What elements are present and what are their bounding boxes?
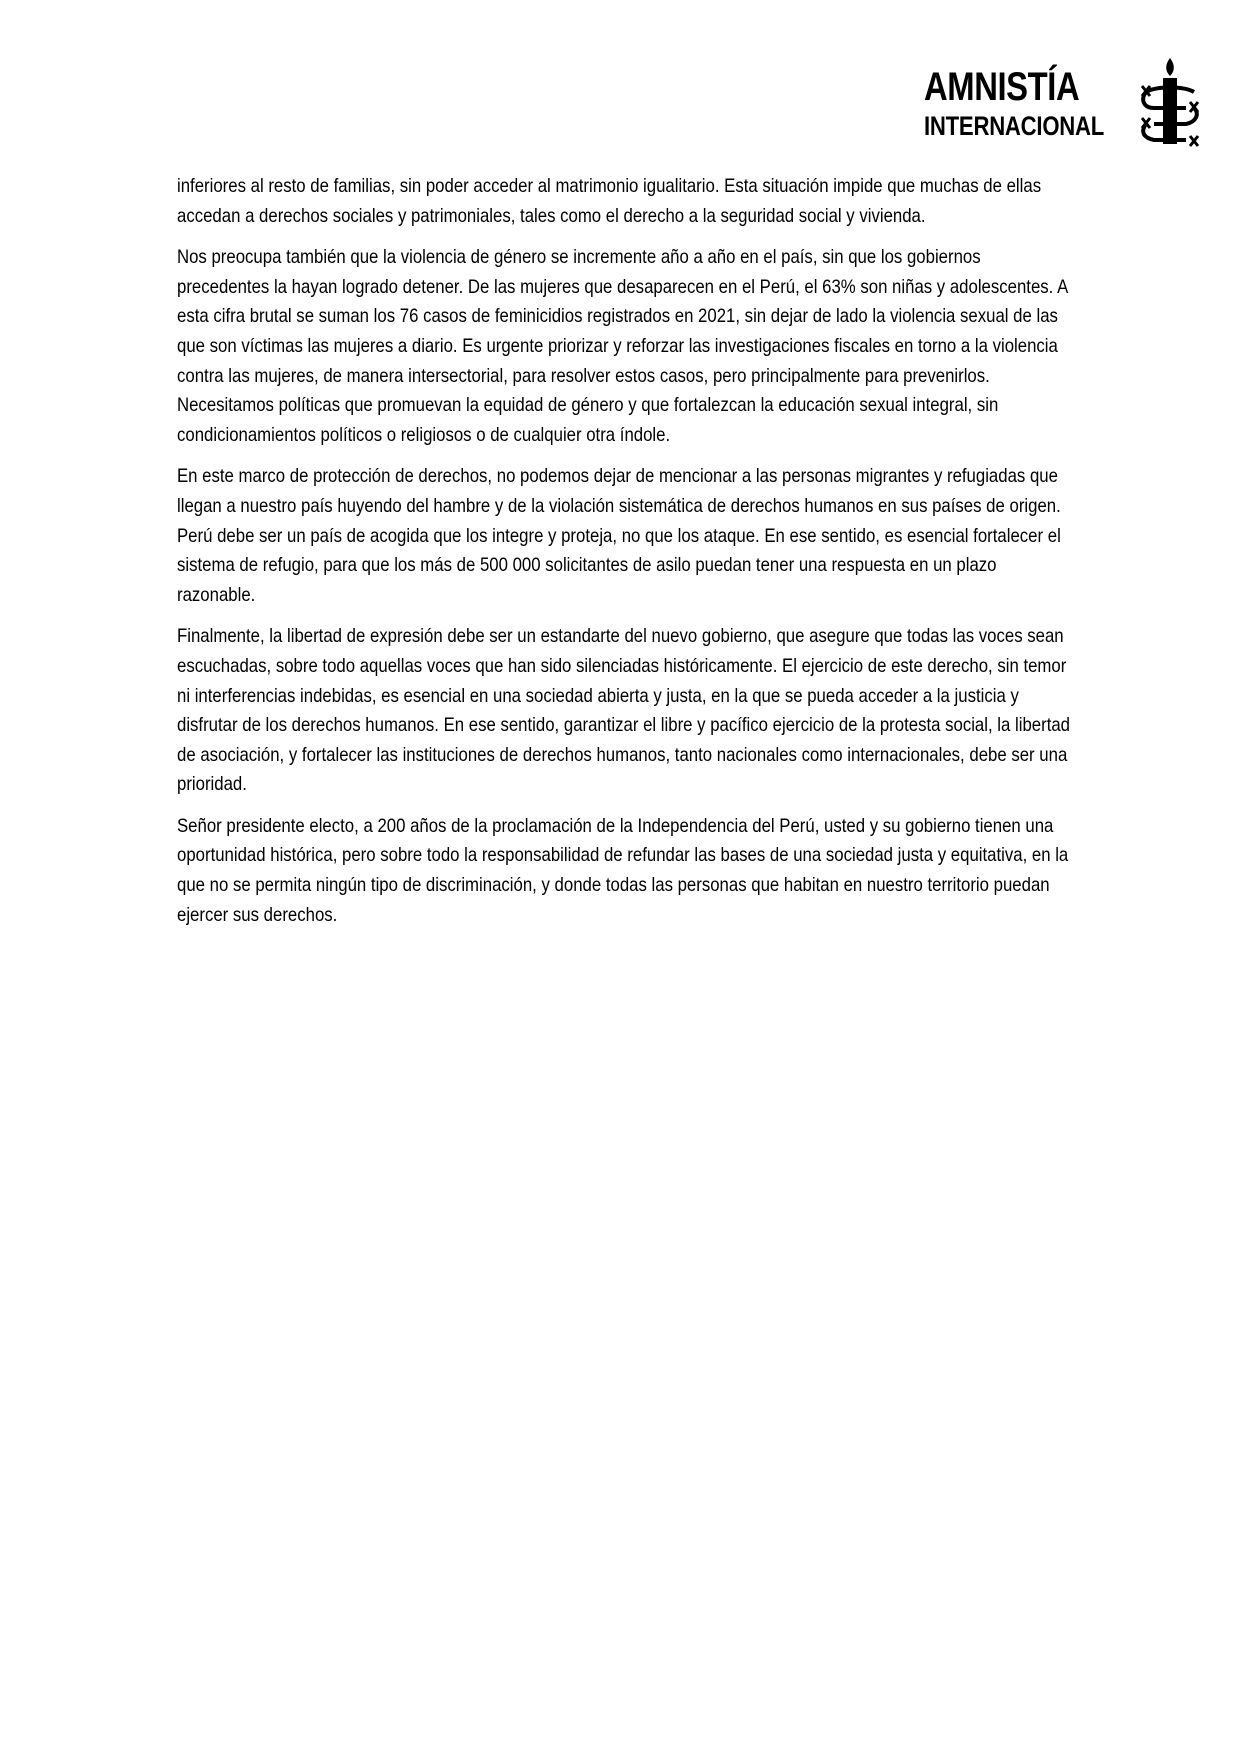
- letter-body: [177, 172, 1077, 942]
- paragraph-2: Nos preocupa también que la violencia de género se incremente año a año en el país, sin que los gobiernos precedentes la hayan logrado detener. De las mujeres que desaparecen en el Perú, el 63% son niñas y adolescentes. A esta cifra brutal se suman los 76 casos de feminicidios registrados en 2021, sin dejar de lado la violencia sexual de las que son víctimas las mujeres a diario. Es urgente priorizar y reforzar las investigaciones fiscales en torno a la violencia contra las mujeres, de manera intersectorial, para resolver estos casos, pero principalmente para prevenirlos. Necesitamos políticas que promuevan la equidad de género y que fortalezcan la educación sexual integral, sin condicionamientos políticos o religiosos o de cualquier otra índole.: [177, 246, 1068, 446]
- logo-line-2: INTERNACIONAL: [924, 110, 1105, 141]
- logo-wordmark: [924, 64, 1144, 141]
- logo-line-1: AMNISTÍA: [924, 64, 1080, 109]
- amnesty-logo: [924, 56, 1204, 150]
- candle-barbed-wire-icon: [1136, 56, 1204, 150]
- paragraph-3: En este marco de protección de derechos, no podemos dejar de mencionar a las personas migrantes y refugiadas que llegan a nuestro país huyendo del hambre y de la violación sistemática de derechos humanos en sus países de origen. Perú debe ser un país de acogida que los integre y proteja, no que los ataque. En ese sentido, es esencial fortalecer el sistema de refugio, para que los más de 500 000 solicitantes de asilo puedan tener una respuesta en un plazo razonable.: [177, 465, 1061, 606]
- paragraph-5: Señor presidente electo, a 200 años de la proclamación de la Independencia del Perú, usted y su gobierno tienen una oportunidad histórica, pero sobre todo la responsabilidad de refundar las bases de una sociedad justa y equitativa, en la que no se permita ningún tipo de discriminación, y donde todas las personas que habitan en nuestro territorio puedan ejercer sus derechos.: [177, 814, 1069, 926]
- paragraph-4: Finalmente, la libertad de expresión debe ser un estandarte del nuevo gobierno, que asegure que todas las voces sean escuchadas, sobre todo aquellas voces que han sido silenciadas históricamente. El ejercicio de este derecho, sin temor ni interferencias indebidas, es esencial en una sociedad abierta y justa, en la que se pueda acceder a la justicia y disfrutar de los derechos humanos. En ese sentido, garantizar el libre y pacífico ejercicio de la protesta social, la libertad de asociación, y fortalecer las instituciones de derechos humanos, tanto nacionales como internacionales, debe ser una prioridad.: [177, 625, 1071, 796]
- paragraph-1: inferiores al resto de familias, sin poder acceder al matrimonio igualitario. Esta situación impide que muchas de ellas accedan a derechos sociales y patrimoniales, tales como el derecho a la seguridad social y vivienda.: [177, 175, 1042, 227]
